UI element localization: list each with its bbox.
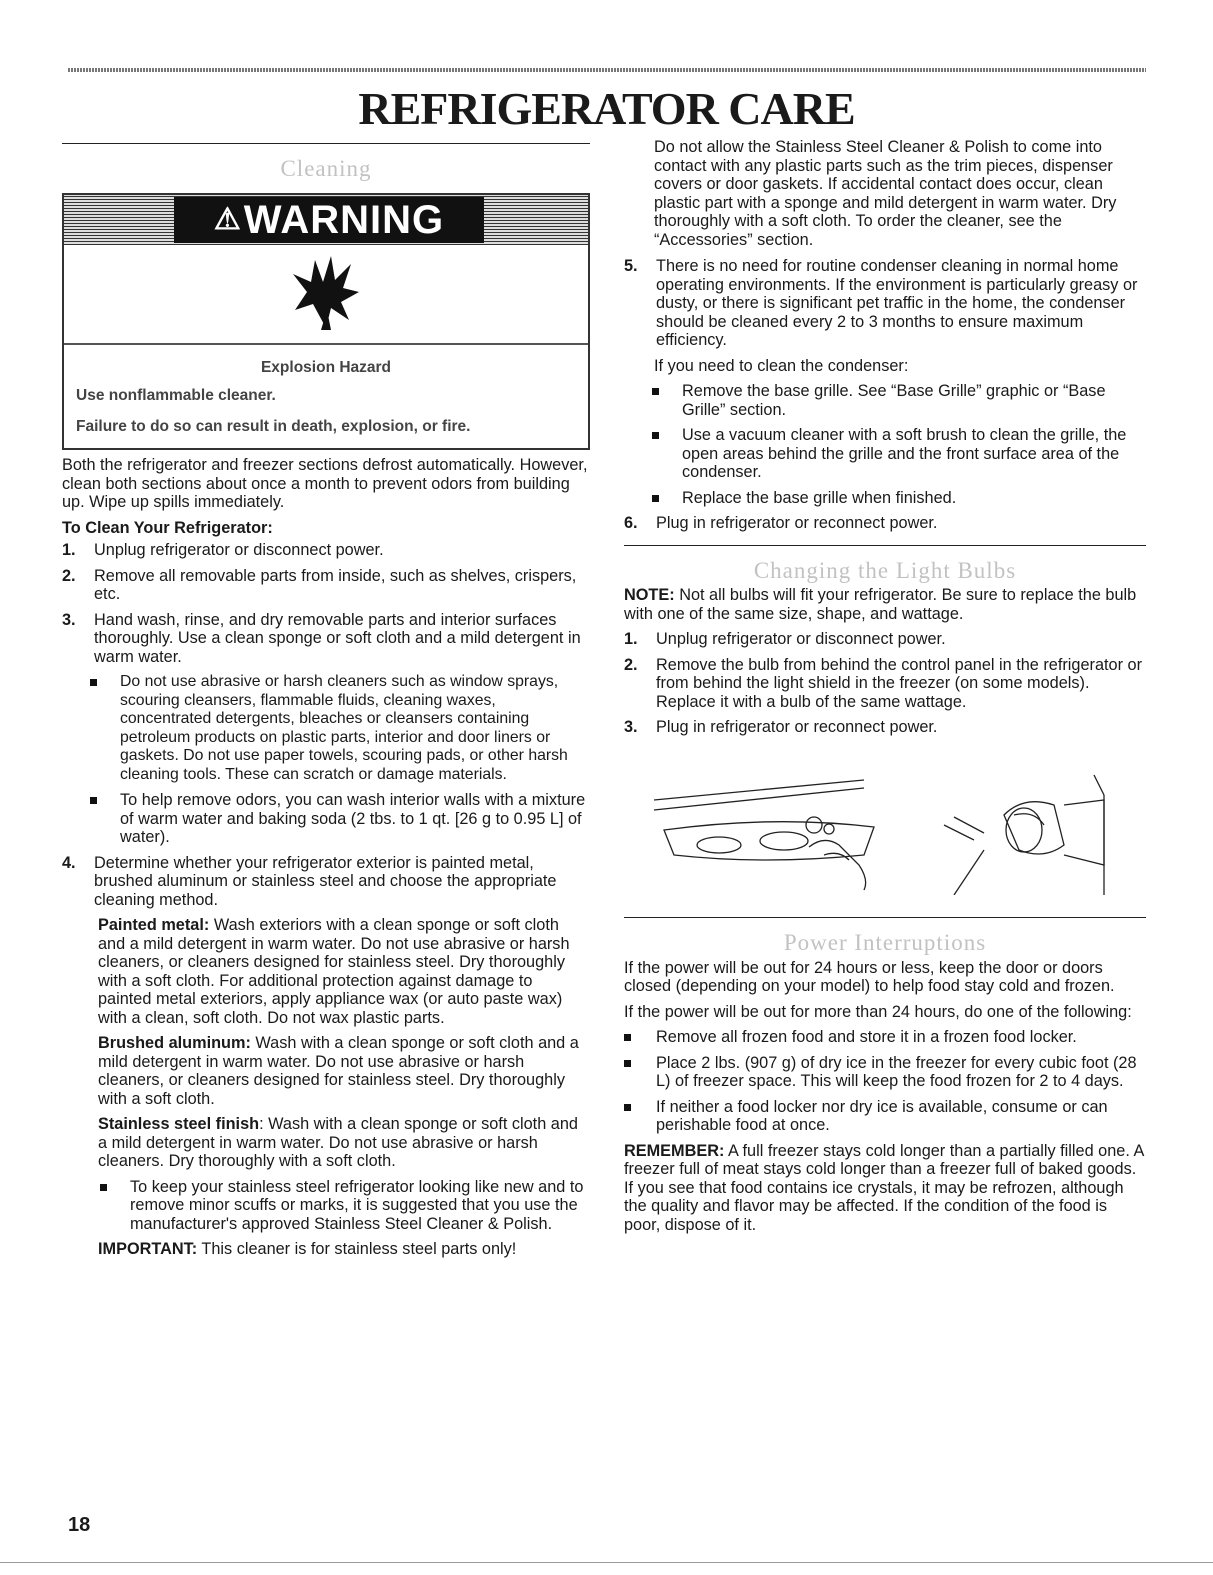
step-number: 1. bbox=[624, 630, 638, 648]
bulbs-heading: Changing the Light Bulbs bbox=[753, 557, 1017, 583]
step-text: Remove the bulb from behind the control panel in the refrigerator or from behind the light shield in the freezer (on some models). Replace it with a bulb of the same wattage. bbox=[656, 655, 1142, 711]
bullet-text: Remove all frozen food and store it in a frozen food locker. bbox=[656, 1028, 1077, 1046]
remember-text: A full freezer stays cold longer than a partially filled one. A freezer full of meat stays cold longer than a freezer full of baked goods. If you see that food contains ice crystals, it may be refrozen, although the quality and flavor may be affected. If the condition of the food is poor, dispose of it. bbox=[624, 1141, 1144, 1234]
section-rule bbox=[62, 143, 590, 144]
power-p2: If the power will be out for more than 24 hours, do one of the following: bbox=[624, 1002, 1132, 1021]
important-note bbox=[62, 1240, 590, 1259]
remember-label: REMEMBER: bbox=[624, 1141, 725, 1160]
step-4 bbox=[62, 854, 590, 910]
aluminum-text: Wash with a clean sponge or soft cloth and a mild detergent in warm water. Do not use abrasive or harsh cleaners, or cleaners designed for stainless steel. Dry thoroughly with a soft cloth. bbox=[98, 1034, 579, 1108]
bullet-icon bbox=[624, 1034, 631, 1041]
bullet-text: Replace the base grille when finished. bbox=[682, 488, 957, 507]
aluminum-label: Brushed aluminum: bbox=[98, 1034, 251, 1052]
bulb-step-1 bbox=[624, 630, 1146, 649]
step-5 bbox=[624, 257, 1146, 350]
warning-label bbox=[174, 197, 484, 243]
warning-band bbox=[64, 195, 588, 245]
page-title: REFRIGERATOR CARE bbox=[358, 83, 855, 134]
bullet-text: To help remove odors, you can wash interior walls with a mixture of warm water and baking soda (2 tbs. to 1 qt. [26 g to 0.95 L] of water). bbox=[120, 791, 586, 846]
bullet-icon bbox=[624, 1104, 631, 1111]
left-column bbox=[62, 138, 590, 1266]
polish-note: Do not allow the Stainless Steel Cleaner & Polish to come into contact with any plastic parts such as the trim pieces, dispenser covers or door gaskets. If accidental contact does occur, clean plastic part with a sponge and mild detergent in warm water. Dry thoroughly with a soft cloth. To order the cleaner, see the “Accessories” section. bbox=[654, 138, 1117, 249]
step-3 bbox=[62, 611, 590, 667]
power-bullet-3 bbox=[624, 1098, 1146, 1135]
step-text: Plug in refrigerator or reconnect power. bbox=[656, 514, 938, 532]
bullet-icon bbox=[90, 679, 97, 686]
step-text: Determine whether your refrigerator exterior is painted metal, brushed aluminum or stainless steel and choose the appropriate cleaning method. bbox=[94, 853, 557, 909]
bullet-text: If neither a food locker nor dry ice is available, consume or can perishable food at once. bbox=[656, 1097, 1108, 1134]
power-heading: Power Interruptions bbox=[783, 930, 987, 955]
section-rule bbox=[624, 917, 1146, 918]
step-text: Hand wash, rinse, and dry removable parts and interior surfaces thoroughly. Use a clean sponge or soft cloth and a mild detergent in warm water. bbox=[94, 610, 581, 666]
explosion-pictogram bbox=[64, 245, 588, 345]
note-label: NOTE: bbox=[624, 586, 675, 604]
step-number: 2. bbox=[62, 566, 76, 585]
warning-line-1: Use nonflammable cleaner. bbox=[76, 387, 276, 404]
painted-label: Painted metal: bbox=[98, 916, 210, 934]
stainless-finish bbox=[62, 1115, 590, 1171]
step-text: There is no need for routine condenser cleaning in normal home operating environments. If the environment is particularly greasy or dusty, or there is significant pet traffic in the home, the condenser should be cleaned every 2 to 3 months to ensure maximum efficiency. bbox=[656, 257, 1138, 349]
step-2 bbox=[62, 567, 590, 604]
step-text: Unplug refrigerator or disconnect power. bbox=[656, 630, 946, 648]
bulb-step-2 bbox=[624, 656, 1146, 712]
step-3-bullet-1 bbox=[62, 673, 590, 784]
bulb-illustration bbox=[624, 755, 1146, 900]
warning-hazard: Explosion Hazard bbox=[260, 358, 392, 376]
power-p1: If the power will be out for 24 hours or less, keep the door or doors closed (depending on your model) to help food stay cold and frozen. bbox=[624, 958, 1115, 995]
bullet-icon bbox=[652, 432, 659, 439]
bullet-text: Use a vacuum cleaner with a soft brush to clean the grille, the open areas behind the grille and the front surface area of the condenser. bbox=[682, 426, 1127, 481]
bullet-text: Do not use abrasive or harsh cleaners such as window sprays, scouring cleansers, flammable fluids, cleaning waxes, concentrated detergents, bleaches or cleansers containing petroleum products on plastic parts, interior and door liners or gaskets. Do not use paper towels, scouring pads, or other harsh cleaning tools. These can scratch or damage materials. bbox=[120, 673, 568, 783]
condenser-bullet-2 bbox=[624, 426, 1146, 482]
cleaning-intro: Both the refrigerator and freezer sections defrost automatically. However, clean both sections about once a month to prevent odors from building up. Wipe up spills immediately. bbox=[62, 456, 588, 511]
bullet-icon bbox=[652, 388, 659, 395]
step-number: 5. bbox=[624, 257, 638, 275]
remember-note bbox=[624, 1142, 1146, 1235]
bullet-text: Remove the base grille. See “Base Grille” graphic or “Base Grille” section. bbox=[682, 382, 1106, 419]
stainless-text: : Wash with a clean sponge or soft cloth and a mild detergent in warm water. Do not use abrasive or harsh cleaners. Dry thoroughly with a soft cloth. bbox=[98, 1115, 578, 1170]
step-text: Unplug refrigerator or disconnect power. bbox=[94, 541, 384, 559]
painted-metal bbox=[62, 916, 590, 1027]
warning-line-2: Failure to do so can result in death, explosion, or fire. bbox=[76, 417, 471, 435]
step-number: 3. bbox=[62, 610, 76, 629]
top-dotted-rule bbox=[68, 68, 1146, 72]
warning-label-text: WARNING bbox=[243, 197, 445, 242]
warning-text bbox=[64, 345, 588, 449]
important-text: This cleaner is for stainless steel parts only! bbox=[201, 1240, 517, 1258]
bulbs-note bbox=[624, 586, 1146, 623]
step-number: 1. bbox=[62, 541, 76, 559]
page-number: 18 bbox=[68, 1514, 91, 1536]
condenser-bullet-1 bbox=[624, 382, 1146, 419]
warning-triangle-icon: ⚠ bbox=[213, 202, 242, 236]
step-3-bullet-2 bbox=[62, 791, 590, 847]
clean-subheading: To Clean Your Refrigerator: bbox=[62, 518, 273, 537]
bullet-text: To keep your stainless steel refrigerator looking like new and to remove minor scuffs or marks, it is suggested that you use the manufacturer's approved Stainless Steel Cleaner & Polish. bbox=[130, 1177, 584, 1233]
power-bullet-1 bbox=[624, 1028, 1146, 1047]
bullet-icon bbox=[652, 495, 659, 502]
stainless-bullet bbox=[62, 1178, 590, 1234]
important-label: IMPORTANT: bbox=[98, 1240, 198, 1258]
step-text: Plug in refrigerator or reconnect power. bbox=[656, 718, 938, 736]
bottom-rule bbox=[0, 1562, 1213, 1563]
step-number: 3. bbox=[624, 718, 638, 736]
bulb-step-3 bbox=[624, 718, 1146, 737]
stainless-label: Stainless steel finish bbox=[98, 1115, 260, 1133]
cleaning-heading: Cleaning bbox=[280, 156, 372, 181]
section-rule bbox=[624, 545, 1146, 546]
step-1 bbox=[62, 541, 590, 560]
brushed-aluminum bbox=[62, 1034, 590, 1108]
painted-text: Wash exteriors with a clean sponge or soft cloth and a mild detergent in warm water. Do not use abrasive or harsh cleaners, or cleaners designed for stainless steel. Dry thoroughly with a soft cloth. For additional protection against damage to painted metal exteriors, apply appliance wax (or auto paste wax) with a clean, soft cloth. Do not wax plastic parts. bbox=[98, 916, 570, 1027]
right-column bbox=[624, 138, 1146, 1241]
note-text: Not all bulbs will fit your refrigerator. Be sure to replace the bulb with one of the same size, shape, and wattage. bbox=[624, 586, 1137, 623]
step-number: 2. bbox=[624, 655, 638, 674]
warning-box bbox=[62, 193, 590, 451]
bullet-icon bbox=[90, 797, 97, 804]
step-number: 4. bbox=[62, 853, 76, 872]
step-6 bbox=[624, 514, 1146, 533]
bullet-icon bbox=[100, 1184, 107, 1191]
step-number: 6. bbox=[624, 514, 638, 532]
bulb-replacement-illustration bbox=[624, 755, 1146, 895]
step-text: Remove all removable parts from inside, such as shelves, crispers, etc. bbox=[94, 566, 577, 603]
bullet-icon bbox=[624, 1060, 631, 1067]
condenser-intro: If you need to clean the condenser: bbox=[654, 356, 909, 375]
condenser-bullet-3 bbox=[624, 489, 1146, 508]
power-bullet-2 bbox=[624, 1054, 1146, 1091]
explosion-icon bbox=[291, 252, 361, 336]
bullet-text: Place 2 lbs. (907 g) of dry ice in the freezer for every cubic foot (28 L) of freezer space. This will keep the food frozen for 2 to 4 days. bbox=[656, 1053, 1137, 1090]
